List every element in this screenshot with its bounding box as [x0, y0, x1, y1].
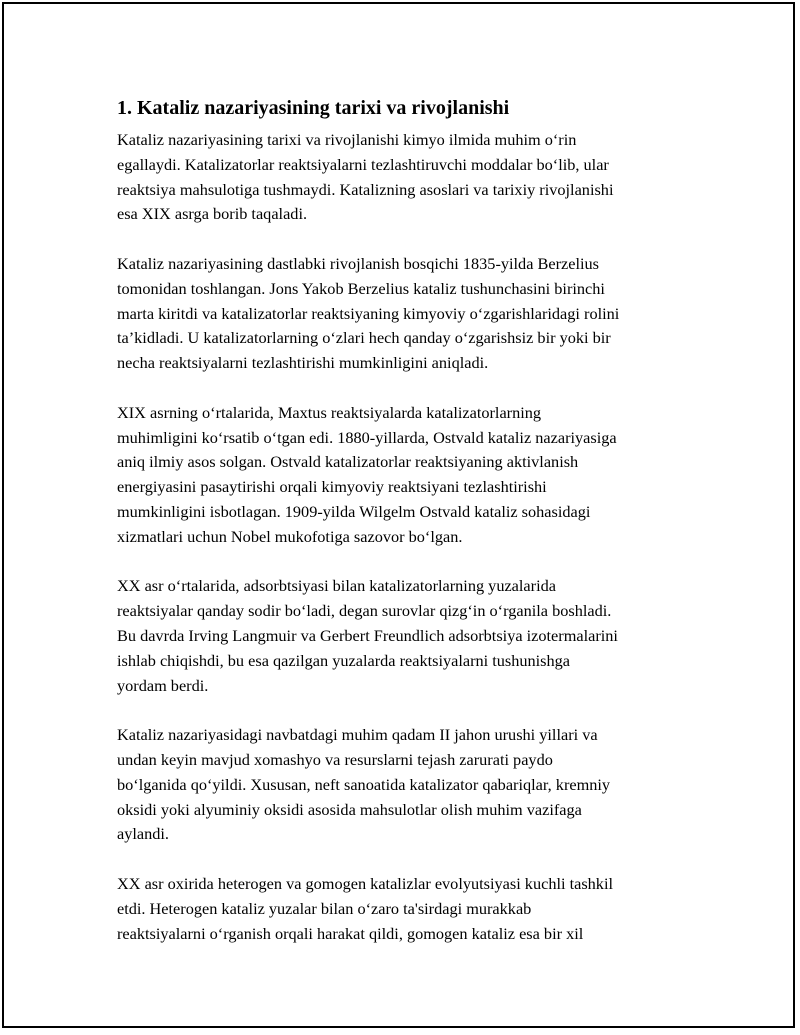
text-line: bo‘lganida qo‘yildi. Xususan, neft sanoatida katalizator qabariqlar, kremniy — [117, 774, 611, 794]
text-line: mumkinligini isbotlagan. 1909-yilda Wilgelm Ostvald kataliz sohasidagi — [117, 501, 591, 521]
paragraph-1 — [117, 128, 697, 227]
text-line: marta kiritdi va katalizatorlar reaktsiyaning kimyoviy o‘zgarishlaridagi rolini — [117, 303, 620, 323]
text-line: xizmatlari uchun Nobel mukofotiga sazovor bo‘lgan. — [117, 526, 463, 546]
text-line: tomonidan toshlangan. Jons Yakob Berzelius kataliz tushunchasini birinchi — [117, 278, 605, 298]
text-line: egallaydi. Katalizatorlar reaktsiyalarni tezlashtiruvchi moddalar bo‘lib, ular — [117, 154, 609, 174]
section-heading: 1. Kataliz nazariyasining tarixi va rivojlanishi — [117, 97, 510, 119]
text-line: reaktsiya mahsulotiga tushmaydi. Katalizning asoslari va tarixiy rivojlanishi — [117, 179, 614, 199]
text-line: XX asr oxirida heterogen va gomogen katalizlar evolyutsiyasi kuchli tashkil — [117, 873, 613, 893]
text-line: undan keyin mavjud xomashyo va resurslarni tejash zarurati paydo — [117, 749, 553, 769]
paragraph-3 — [117, 401, 697, 550]
text-line: muhimligini ko‘rsatib o‘tgan edi. 1880-yillarda, Ostvald kataliz nazariyasiga — [117, 427, 617, 447]
text-line: reaktsiyalarni o‘rganish orqali harakat qildi, gomogen kataliz esa bir xil — [117, 923, 584, 943]
text-line: Bu davrda Irving Langmuir va Gerbert Freundlich adsorbtsiya izotermalarini — [117, 625, 618, 645]
paragraphs-container — [117, 128, 697, 946]
paragraph-4 — [117, 574, 697, 698]
text-line: Kataliz nazariyasining tarixi va rivojlanishi kimyo ilmida muhim o‘rin — [117, 130, 577, 149]
text-line: reaktsiyalar qanday sodir bo‘ladi, degan surovlar qizg‘in o‘rganila boshladi. — [117, 601, 612, 621]
text-line: esa XIX asrga borib taqaladi. — [117, 204, 308, 224]
text-line: XX asr o‘rtalarida, adsorbtsiyasi bilan katalizatorlarning yuzalarida — [117, 576, 556, 596]
text-line: aniq ilmiy asos solgan. Ostvald katalizatorlar reaktsiyaning aktivlanish — [117, 452, 579, 472]
text-line: Kataliz nazariyasining dastlabki rivojlanish bosqichi 1835-yilda Berzelius — [117, 253, 599, 273]
text-line: Kataliz nazariyasidagi navbatdagi muhim qadam II jahon urushi yillari va — [117, 725, 598, 745]
text-line: aylandi. — [117, 824, 169, 844]
paragraph-6 — [117, 872, 697, 946]
text-line: energiyasini pasaytirishi orqali kimyoviy reaktsiyani tezlashtirishi — [117, 477, 547, 497]
paragraph-2 — [117, 252, 697, 376]
text-line: etdi. Heterogen kataliz yuzalar bilan o‘zaro ta'sirdagi murakkab — [117, 898, 532, 918]
text-line: necha reaktsiyalarni tezlashtirishi mumkinligini aniqladi. — [117, 353, 489, 373]
text-line: ta’kidladi. U katalizatorlarning o‘zlari hech qanday o‘zgarishsiz bir yoki bir — [117, 328, 611, 348]
paragraph-5 — [117, 723, 697, 847]
document-body — [117, 95, 697, 971]
text-line: yordam berdi. — [117, 675, 209, 695]
text-line: oksidi yoki alyuminiy oksidi asosida mahsulotlar olish muhim vazifaga — [117, 799, 582, 819]
text-line: ishlab chiqishdi, bu esa qazilgan yuzalarda reaktsiyalarni tushunishga — [117, 650, 571, 670]
text-line: XIX asrning o‘rtalarida, Maxtus reaktsiyalarda katalizatorlarning — [117, 402, 542, 422]
